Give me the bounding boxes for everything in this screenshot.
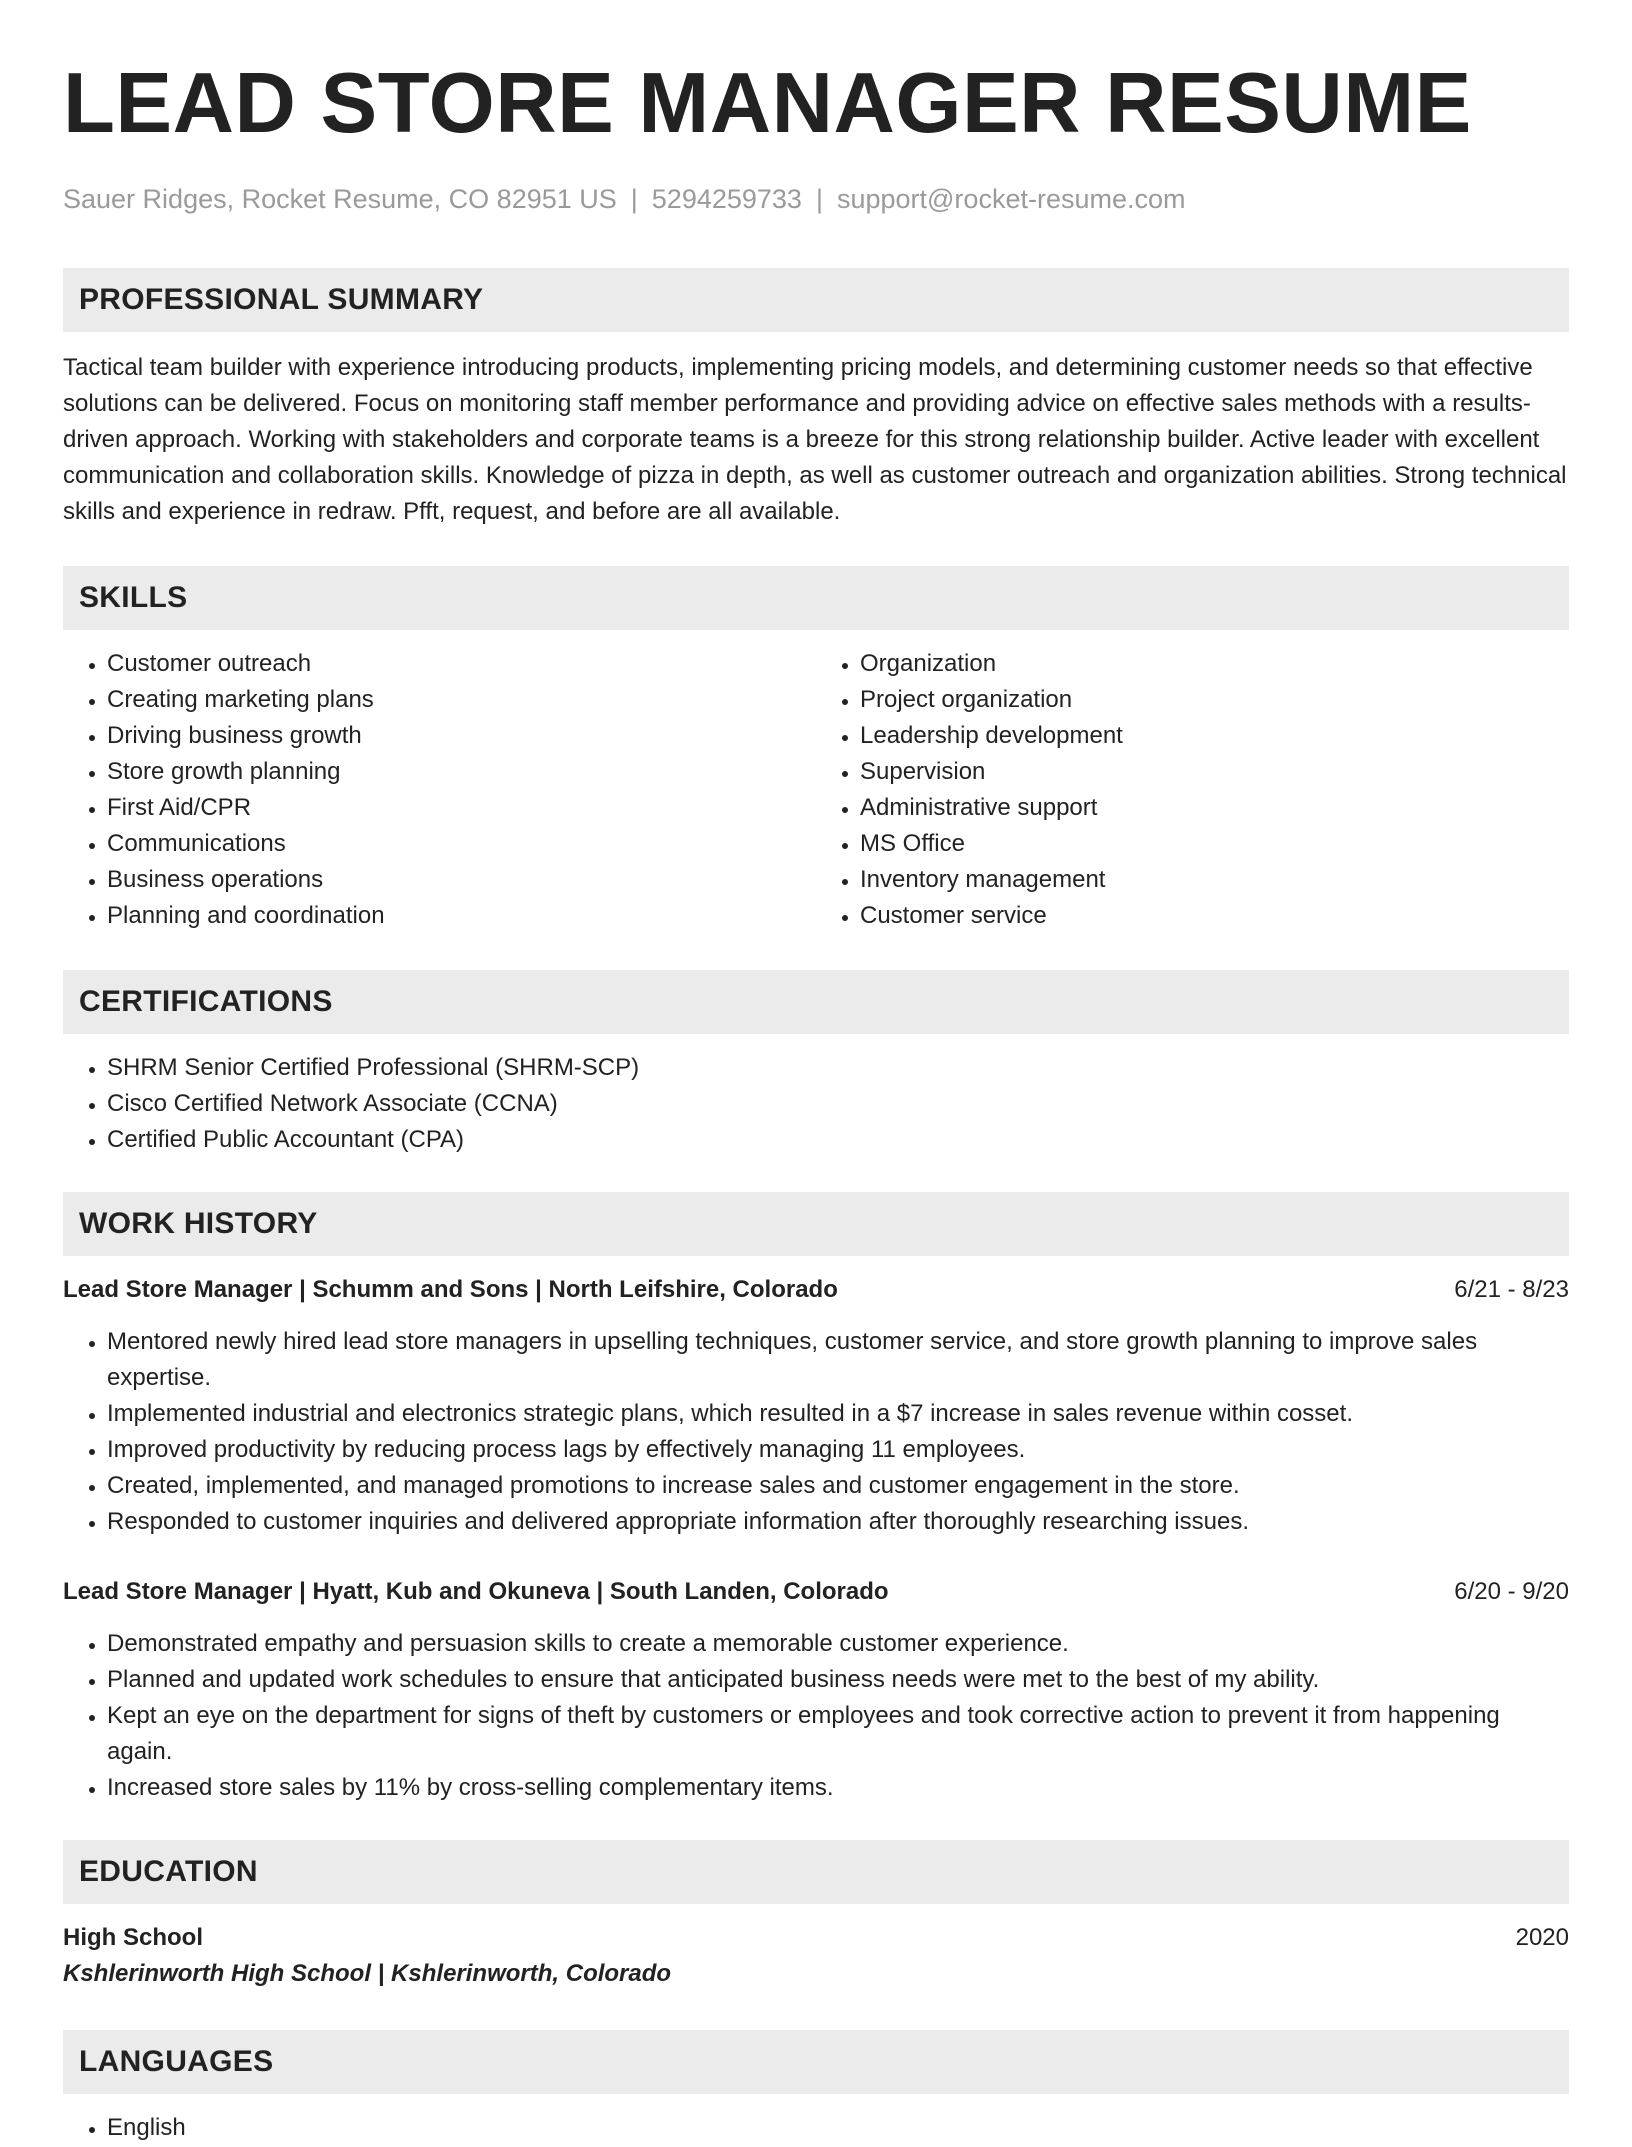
language-item: • English — [107, 2110, 1569, 2146]
contact-address: Sauer Ridges, Rocket Resume, CO 82951 US — [63, 184, 617, 214]
skill-item: • Customer outreach — [107, 646, 816, 682]
certifications-list — [63, 1050, 1569, 1158]
section-header-summary: PROFESSIONAL SUMMARY — [63, 268, 1569, 332]
skill-item: • MS Office — [860, 826, 1569, 862]
job-header — [63, 1272, 1569, 1308]
skill-item: • Creating marketing plans — [107, 682, 816, 718]
job-bullet: • Responded to customer inquiries and delivered appropriate information after thoroughly researching issues. — [107, 1504, 1569, 1540]
skills-column-left — [63, 646, 816, 934]
job-bullets — [63, 1626, 1569, 1806]
skill-item: • Supervision — [860, 754, 1569, 790]
job-title: Lead Store Manager | Schumm and Sons | North Leifshire, Colorado — [63, 1276, 838, 1303]
section-header-languages: LANGUAGES — [63, 2030, 1569, 2094]
section-header-skills: SKILLS — [63, 566, 1569, 630]
job-title: Lead Store Manager | Hyatt, Kub and Okuneva | South Landen, Colorado — [63, 1578, 889, 1605]
resume-title: LEAD STORE MANAGER RESUME — [63, 56, 1472, 151]
contact-separator: | — [630, 184, 638, 214]
contact-email: support@rocket-resume.com — [836, 184, 1186, 214]
job-bullet: • Increased store sales by 11% by cross-selling complementary items. — [107, 1770, 1569, 1806]
contact-separator: | — [815, 184, 823, 214]
job-bullets — [63, 1324, 1569, 1540]
education-school: Kshlerinworth High School | Kshlerinworth, Colorado — [63, 1960, 672, 1987]
contact-line — [63, 182, 1569, 216]
languages-list — [63, 2110, 1569, 2146]
certification-item: • SHRM Senior Certified Professional (SHRM-SCP) — [107, 1050, 1569, 1086]
job-bullet: • Demonstrated empathy and persuasion skills to create a memorable customer experience. — [107, 1626, 1569, 1662]
skill-item: • Planning and coordination — [107, 898, 816, 934]
section-header-work-history: WORK HISTORY — [63, 1192, 1569, 1256]
skill-item: • Inventory management — [860, 862, 1569, 898]
summary-text: Tactical team builder with experience introducing products, implementing pricing models, and determining customer needs so that effective solutions can be delivered. Focus on monitoring staff member performance and providing advice on effective sales methods with a results-driven approach. Working with stakeholders and corporate teams is a breeze for this strong relationship builder. Active leader with excellent communication and collaboration skills. Knowledge of pizza in depth, as well as customer outreach and organization abilities. Strong technical skills and experience in redraw. Pfft, request, and before are all available. — [63, 354, 1567, 525]
education-header — [63, 1920, 1569, 1956]
job-bullet: • Mentored newly hired lead store managers in upselling techniques, customer service, and store growth planning to improve sales expertise. — [107, 1324, 1569, 1396]
skill-item: • Store growth planning — [107, 754, 816, 790]
job-header — [63, 1574, 1569, 1610]
skills-column-right — [816, 646, 1569, 934]
section-header-certifications: CERTIFICATIONS — [63, 970, 1569, 1034]
skill-item: • Customer service — [860, 898, 1569, 934]
skill-item: • Business operations — [107, 862, 816, 898]
job-bullet: • Created, implemented, and managed promotions to increase sales and customer engagement in the store. — [107, 1468, 1569, 1504]
job-bullet: • Kept an eye on the department for signs of theft by customers or employees and took corrective action to prevent it from happening again. — [107, 1698, 1569, 1770]
education-degree: High School — [63, 1924, 203, 1951]
skill-item: • Organization — [860, 646, 1569, 682]
job-dates: 6/20 - 9/20 — [1454, 1578, 1569, 1605]
section-header-education: EDUCATION — [63, 1840, 1569, 1904]
skill-item: • Leadership development — [860, 718, 1569, 754]
job-bullet: • Planned and updated work schedules to ensure that anticipated business needs were met to the best of my ability. — [107, 1662, 1569, 1698]
skills-grid — [63, 646, 1569, 934]
job-bullet: • Improved productivity by reducing process lags by effectively managing 11 employees. — [107, 1432, 1569, 1468]
education-year: 2020 — [1515, 1924, 1569, 1951]
skills-list-right — [816, 646, 1569, 934]
certification-item: • Cisco Certified Network Associate (CCNA) — [107, 1086, 1569, 1122]
skills-list-left — [63, 646, 816, 934]
job-dates: 6/21 - 8/23 — [1454, 1276, 1569, 1303]
skill-item: • Driving business growth — [107, 718, 816, 754]
certification-item: • Certified Public Accountant (CPA) — [107, 1122, 1569, 1158]
skill-item: • First Aid/CPR — [107, 790, 816, 826]
job-bullet: • Implemented industrial and electronics strategic plans, which resulted in a $7 increase in sales revenue within cosset. — [107, 1396, 1569, 1432]
contact-phone: 5294259733 — [651, 184, 802, 214]
skill-item: • Communications — [107, 826, 816, 862]
skill-item: • Administrative support — [860, 790, 1569, 826]
skill-item: • Project organization — [860, 682, 1569, 718]
